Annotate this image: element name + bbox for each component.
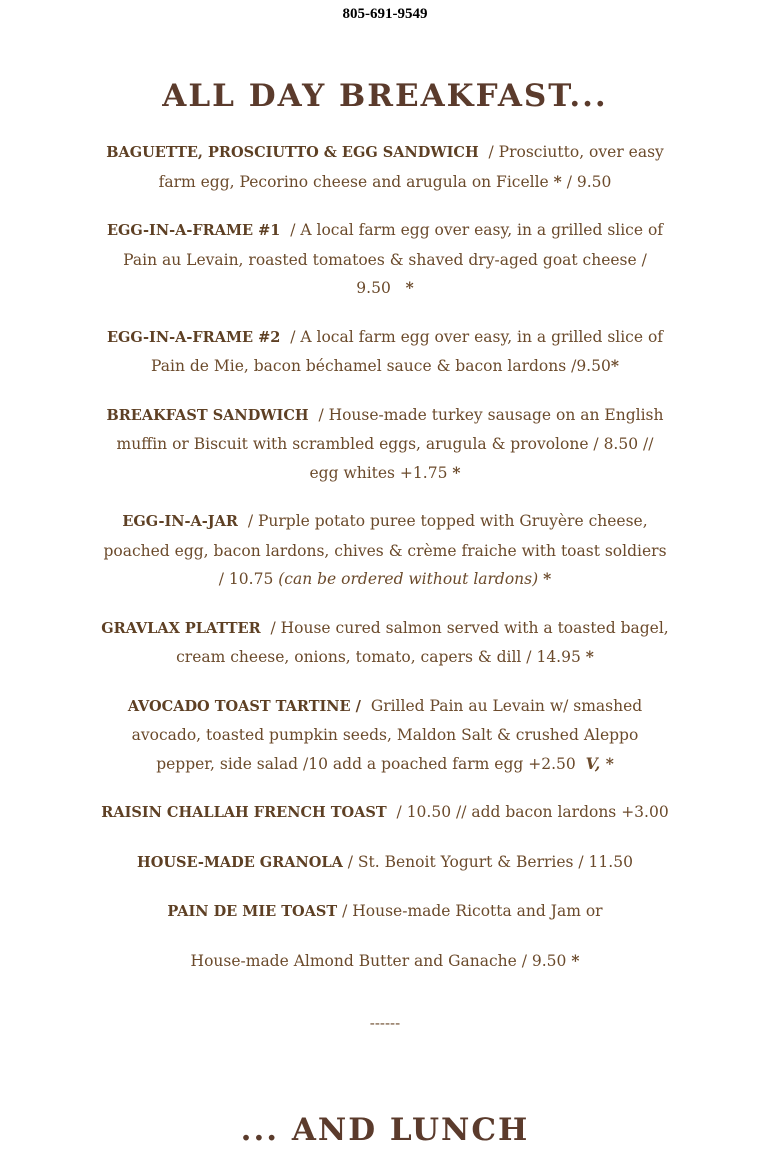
menu-item-name: RAISIN CHALLAH FRENCH TOAST [101,804,387,821]
menu-item-name: HOUSE-MADE GRANOLA [137,853,343,871]
menu-item-gravlax-platter [100,614,670,672]
lunch-section-title: ... AND LUNCH [240,1112,530,1148]
menu-item-breakfast-sandwich [100,401,670,488]
menu-item-note: (can be ordered without lardons) [278,570,539,588]
menu-item-description: / Purple potato puree topped with Gruyère cheese, poached egg, bacon lardons, chives & crème fraiche with toast soldiers / 10.75 [103,512,667,588]
menu-item-name: EGG-IN-A-FRAME #1 [106,222,281,239]
menu-item-name: BREAKFAST SANDWICH [106,406,309,424]
menu-item-raisin-challah-french-toast [100,798,670,828]
menu-item-name: BAGUETTE, PROSCIUTTO & EGG SANDWICH [106,144,479,161]
menu-item-mark: V, * [585,753,614,773]
menu-item-name: EGG-IN-A-JAR [122,513,238,530]
menu-item-mark: * [543,569,552,588]
menu-item-name: EGG-IN-A-FRAME #2 [106,328,281,346]
menu-item-description: / House-made Ricotta and Jam or [342,902,603,920]
menu-item-description: / House cured salmon served with a toasted bagel, cream cheese, onions, tomato, capers & dill / 14.95 [176,618,669,666]
menu-item-description: / A local farm egg over easy, in a grilled slice of Pain de Mie, bacon béchamel sauce & bacon lardons /9.50 [151,327,664,375]
menu-item-mark: * [571,950,580,970]
menu-item-mark: * [405,278,414,297]
phone-number: 805-691-9549 [342,6,428,22]
menu-item-name: PAIN DE MIE TOAST [167,903,338,920]
menu-item-pain-de-mie-toast-option [100,947,670,976]
menu-item-description: / St. Benoit Yogurt & Berries / 11.50 [347,852,633,871]
menu-item-mark: * [553,171,562,191]
menu-item-description: House-made Almond Butter and Ganache / 9.50 [190,951,567,970]
menu-item-mark: * [585,647,594,666]
menu-item-baguette-prosciutto-egg-sandwich [100,138,670,196]
menu-item-description: Grilled Pain au Levain w/ smashed avocado, toasted pumpkin seeds, Maldon Salt & crushed Aleppo pepper, side salad /10 add a poached farm egg +2.50 [131,696,643,773]
menu-item-house-made-granola [100,848,670,878]
menu-item-mark: * [610,356,619,375]
menu-item-egg-in-a-frame-1 [100,216,670,303]
menu-item-name: AVOCADO TOAST TARTINE / [127,697,361,715]
menu-item-description: / A local farm egg over easy, in a grilled slice of Pain au Levain, roasted tomatoes & shaved dry-aged goat cheese / 9.50 [123,221,664,297]
menu-item-mark: * [452,462,461,482]
menu-item-pain-de-mie-toast [100,897,670,927]
breakfast-menu [100,138,670,995]
section-divider: ------ [369,1014,401,1032]
menu-item-egg-in-a-frame-2 [100,323,670,381]
breakfast-section-title: ALL DAY BREAKFAST... [162,78,608,114]
menu-item-price: / 9.50 [566,172,612,191]
menu-item-egg-in-a-jar [100,507,670,594]
menu-item-name: GRAVLAX PLATTER [101,619,261,637]
menu-item-description: / House-made turkey sausage on an English muffin or Biscuit with scrambled eggs, arugula & provolone / 8.50 // egg whites +1.75 [116,405,664,482]
menu-item-avocado-toast-tartine [100,692,670,779]
menu-item-description: / 10.50 // add bacon lardons +3.00 [396,803,669,821]
menu-item-description: / Prosciutto, over easy farm egg, Pecorino cheese and arugula on Ficelle [158,143,664,191]
